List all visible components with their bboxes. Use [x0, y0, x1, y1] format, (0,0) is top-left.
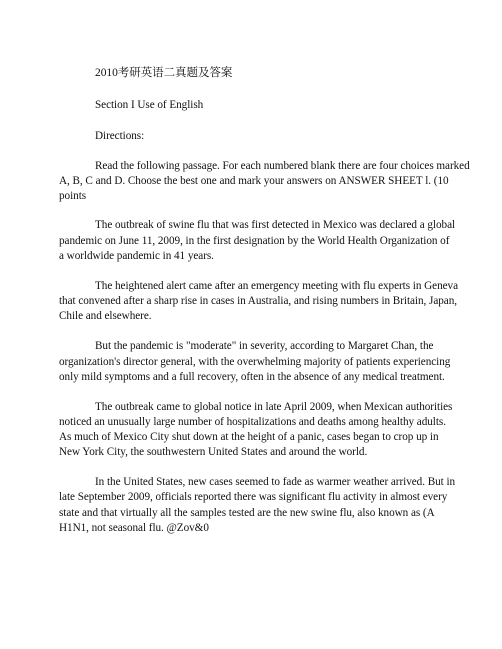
- paragraph-line: late September 2009, officials reported there was significant flu activity in almost every: [59, 491, 448, 503]
- paragraph-line: A, B, C and D. Choose the best one and mark your answers on ANSWER SHEET l. (10: [59, 175, 449, 187]
- paragraph-line: Read the following passage. For each numbered blank there are four choices marked: [95, 160, 470, 172]
- paragraph-line: that convened after a sharp rise in cases in Australia, and rising numbers in Britain, Japan,: [59, 295, 457, 307]
- paragraph-line: The outbreak of swine flu that was first detected in Mexico was declared a global: [95, 219, 456, 231]
- paragraph-line: New York City, the southwestern United States and around the world.: [59, 446, 368, 458]
- paragraph-line: organization's director general, with the overwhelming majority of patients experiencing: [59, 356, 451, 368]
- paragraph-line: In the United States, new cases seemed to fade as warmer weather arrived. But in: [95, 476, 456, 488]
- document-title: 2010考研英语二真题及答案: [95, 67, 233, 79]
- section-heading: Section I Use of English: [95, 99, 204, 111]
- paragraph-line: pandemic on June 11, 2009, in the first designation by the World Health Organization of: [59, 235, 450, 247]
- paragraph-line: But the pandemic is "moderate" in severity, according to Margaret Chan, the: [95, 340, 434, 352]
- paragraph-line: noticed an unusually large number of hospitalizations and deaths among healthy adults.: [59, 416, 446, 428]
- paragraph-line: state and that virtually all the samples tested are the new swine flu, also known as (A: [59, 507, 435, 519]
- paragraph-line: H1N1, not seasonal flu. @Zov&0: [59, 522, 209, 534]
- paragraph-line: The heightened alert came after an emergency meeting with flu experts in Geneva: [95, 280, 459, 292]
- paragraph-line: The outbreak came to global notice in late April 2009, when Mexican authorities: [95, 401, 453, 413]
- paragraph-line: points: [59, 190, 87, 202]
- paragraph-line: Chile and elsewhere.: [59, 310, 152, 322]
- directions-label: Directions:: [95, 130, 145, 142]
- paragraph-line: As much of Mexico City shut down at the height of a panic, cases began to crop up in: [59, 431, 439, 443]
- paragraph-line: only mild symptoms and a full recovery, often in the absence of any medical treatment.: [59, 371, 445, 383]
- paragraph-line: a worldwide pandemic in 41 years.: [59, 250, 214, 262]
